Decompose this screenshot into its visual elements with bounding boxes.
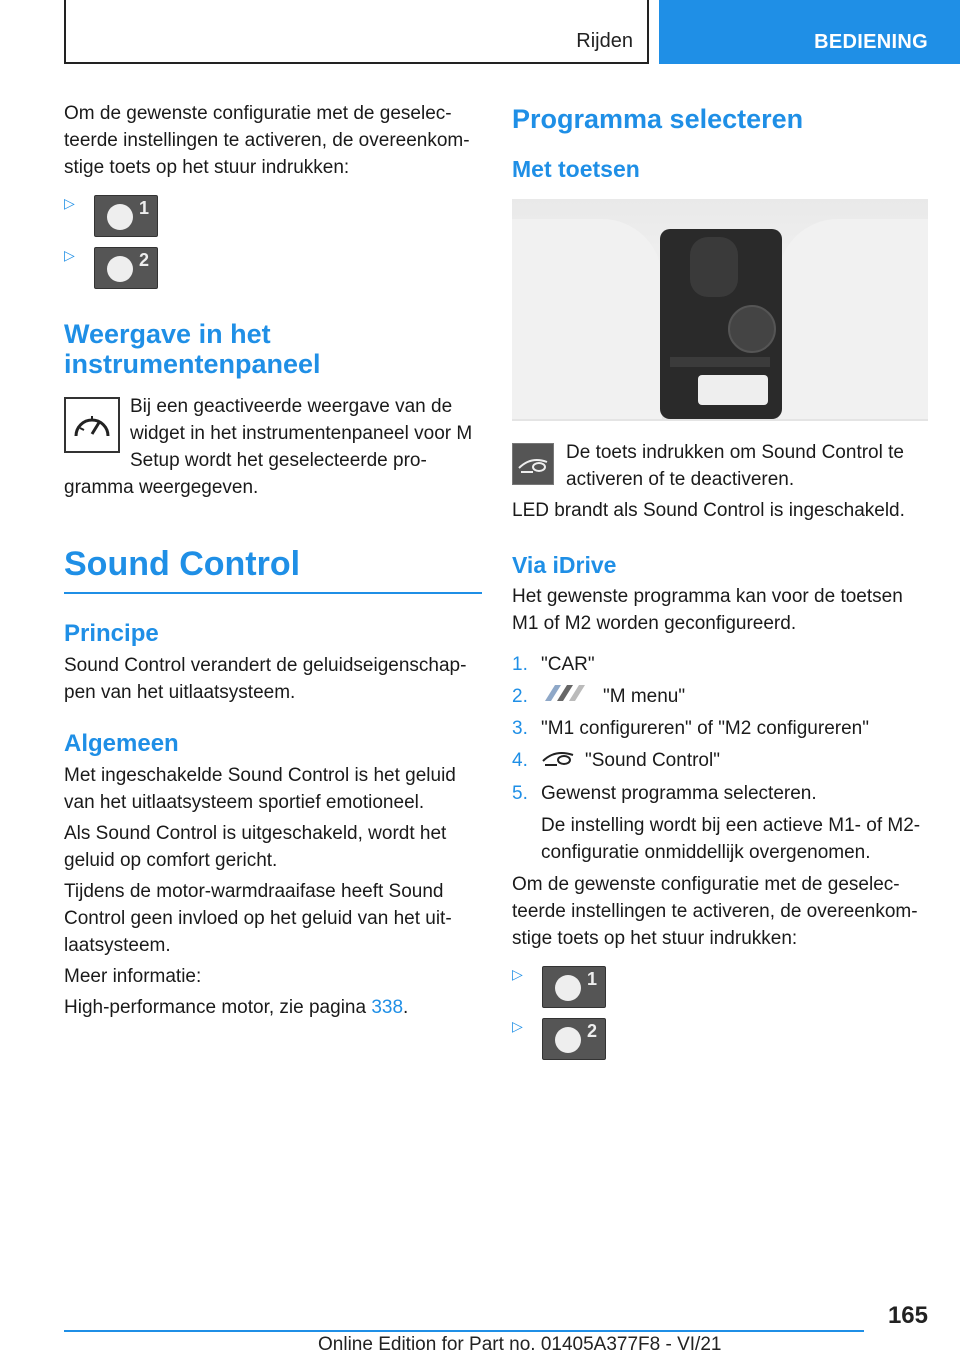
reference-end: . xyxy=(403,997,409,1018)
m2-button-icon xyxy=(542,1018,606,1060)
bullet-m2 xyxy=(512,1018,930,1064)
speedometer-icon xyxy=(64,397,120,453)
list-item: 2. "M menu" xyxy=(512,683,930,710)
algemeen-paragraph-2: Als Sound Control is uitgeschakeld, wordt het geluid op comfort gericht. xyxy=(64,823,447,871)
sound-control-icon xyxy=(512,443,554,485)
reference-text: High-performance motor, zie pagina xyxy=(64,997,372,1018)
toets-text: De toets indrukken om Sound Control te activeren of te deactiveren. xyxy=(566,442,904,490)
algemeen-heading: Algemeen xyxy=(64,730,179,757)
principe-heading: Principe xyxy=(64,620,159,647)
m2-button-icon xyxy=(94,247,158,289)
list-item: 1. "CAR" xyxy=(512,654,595,675)
page-link-338[interactable]: 338 xyxy=(371,997,404,1018)
list-item: 3. "M1 configureren" of "M2 configureren" xyxy=(512,718,869,740)
met-toetsen-heading: Met toetsen xyxy=(512,156,640,182)
step5-sub: De instelling wordt bij een actieve M1- of M2-configuratie onmiddellijk overgenomen. xyxy=(541,815,921,864)
m2-digit: 2 xyxy=(138,250,149,270)
m1-button-icon xyxy=(542,966,606,1008)
bullet-marker: ▷ xyxy=(64,247,75,263)
list-item: 4. "Sound Control" xyxy=(512,747,930,775)
section-title: Rijden xyxy=(576,30,633,52)
m1-digit: 1 xyxy=(586,969,597,990)
steps-list xyxy=(512,651,930,866)
weergave-block xyxy=(64,393,482,501)
right-column xyxy=(512,100,930,1064)
bullet-marker: ▷ xyxy=(512,1018,523,1035)
idrive-heading: Via iDrive xyxy=(512,552,617,578)
footer-divider xyxy=(64,1330,864,1332)
chapter-title: BEDIENING xyxy=(814,31,928,53)
m2-digit: 2 xyxy=(586,1021,597,1042)
bullet-m1 xyxy=(64,195,482,241)
header-chapter-tab[interactable] xyxy=(659,0,960,64)
algemeen-paragraph-1: Met ingeschakelde Sound Control is het geluid van het uitlaatsysteem sportief emotioneel. xyxy=(64,765,456,813)
header-section-box xyxy=(64,0,649,64)
meer-informatie: Meer informatie: xyxy=(64,966,202,987)
bullet-marker: ▷ xyxy=(512,966,523,983)
sound-control-heading: Sound Control xyxy=(64,545,482,594)
intro-paragraph: Om de gewenste configuratie met de geselec-teerde instellingen te activeren, de overeenkom-stige toets op het stuur indrukken: xyxy=(64,103,470,178)
led-text: LED brandt als Sound Control is ingeschakeld. xyxy=(512,500,905,521)
bullet-m1 xyxy=(512,966,930,1012)
weergave-text: Bij een geactiveerde weergave van de widget in het instrumentenpaneel voor M Setup wordt het geselecteerde pro-gramma weergegeven. xyxy=(64,396,473,498)
edition-text: Online Edition for Part no. 01405A377F8 - VI/21 xyxy=(318,1334,722,1355)
outro-paragraph: Om de gewenste configuratie met de geselec-teerde instellingen te activeren, de overeenkom-stige toets op het stuur indrukken: xyxy=(512,874,918,950)
algemeen-paragraph-3: Tijdens de motor-warmdraaifase heeft Sound Control geen invloed op het geluid van het uit-laatsysteem. xyxy=(64,881,452,956)
idrive-text: Het gewenste programma kan voor de toetsen M1 of M2 worden geconfigureerd. xyxy=(512,586,903,634)
left-column xyxy=(64,100,482,1021)
center-console-photo xyxy=(512,199,928,421)
sound-control-icon xyxy=(541,747,575,775)
list-item: 5. Gewenst programma selecteren. De instelling wordt bij een actieve M1- of M2-configuratie onmiddellijk overgenomen. xyxy=(512,780,930,866)
page-number: 165 xyxy=(887,1302,928,1329)
reference-line xyxy=(64,994,482,1021)
principe-text: Sound Control verandert de geluidseigenschap-pen van het uitlaatsysteem. xyxy=(64,655,467,703)
bullet-m2 xyxy=(64,247,482,293)
programma-heading: Programma selecteren xyxy=(512,104,804,134)
bullet-marker: ▷ xyxy=(64,195,75,211)
weergave-heading: Weergave in het instrumentenpaneel xyxy=(64,319,321,379)
toets-block xyxy=(512,439,930,493)
m1-button-icon xyxy=(94,195,158,237)
m1-digit: 1 xyxy=(138,198,149,218)
m-menu-icon xyxy=(541,683,593,710)
